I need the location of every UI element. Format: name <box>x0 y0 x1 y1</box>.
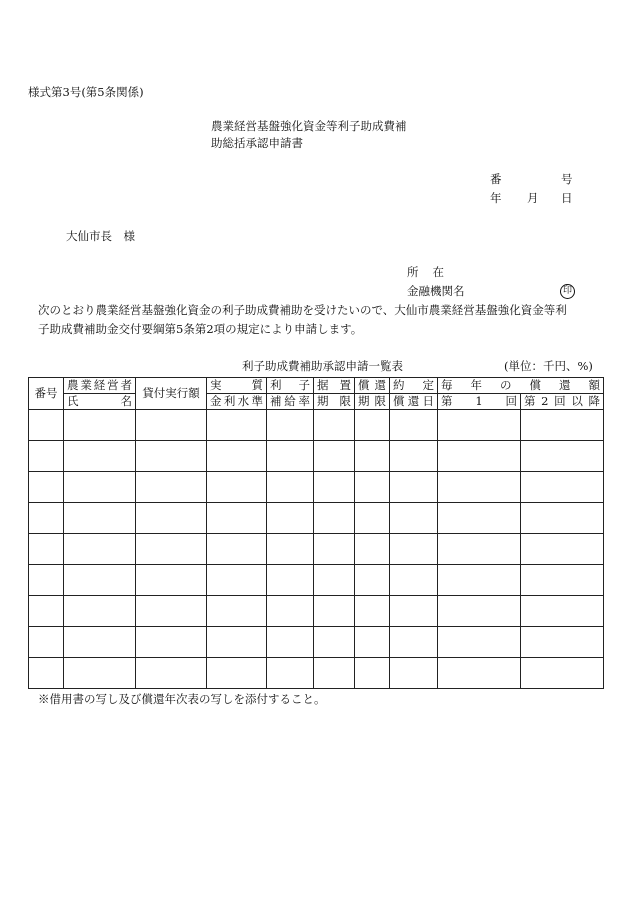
cell-farmer[interactable] <box>64 472 136 503</box>
body-text-line1: 次のとおり農業経営基盤強化資金の利子助成費補助を受けたいので、大仙市農業経営基盤強化資金等利 <box>38 303 567 317</box>
cell-farmer[interactable] <box>64 596 136 627</box>
cell-agreed[interactable] <box>390 565 438 596</box>
cell-subsidy[interactable] <box>267 596 314 627</box>
day-label: 日 <box>561 191 573 205</box>
cell-deferment[interactable] <box>314 441 355 472</box>
cell-number[interactable] <box>29 565 64 596</box>
document-title-line1: 農業経営基盤強化資金等利子助成費補 <box>211 119 407 133</box>
table-title: 利子助成費補助承認申請一覧表 <box>242 359 403 373</box>
unit-label: (単位：千円、%) <box>504 359 593 373</box>
header-number: 番号 <box>29 378 64 410</box>
cell-first[interactable] <box>438 596 521 627</box>
cell-repayment[interactable] <box>355 503 390 534</box>
cell-number[interactable] <box>29 503 64 534</box>
cell-agreed[interactable] <box>390 441 438 472</box>
cell-repayment[interactable] <box>355 410 390 441</box>
cell-repayment[interactable] <box>355 441 390 472</box>
table-row <box>29 472 604 503</box>
table-row <box>29 534 604 565</box>
cell-deferment[interactable] <box>314 565 355 596</box>
cell-number[interactable] <box>29 658 64 689</box>
cell-first[interactable] <box>438 627 521 658</box>
cell-deferment[interactable] <box>314 472 355 503</box>
body-text-line2: 子助成費補助金交付要綱第5条第2項の規定により申請します。 <box>38 322 363 336</box>
cell-farmer[interactable] <box>64 441 136 472</box>
cell-first[interactable] <box>438 441 521 472</box>
cell-subsidy[interactable] <box>267 472 314 503</box>
table-row <box>29 658 604 689</box>
cell-deferment[interactable] <box>314 627 355 658</box>
header-farmer-bottom: 氏名 <box>64 394 136 410</box>
cell-second[interactable] <box>521 441 604 472</box>
cell-second[interactable] <box>521 565 604 596</box>
cell-agreed[interactable] <box>390 410 438 441</box>
cell-rate[interactable] <box>207 565 267 596</box>
cell-repayment[interactable] <box>355 627 390 658</box>
cell-first[interactable] <box>438 658 521 689</box>
cell-repayment[interactable] <box>355 565 390 596</box>
cell-subsidy[interactable] <box>267 534 314 565</box>
cell-second[interactable] <box>521 658 604 689</box>
table-row <box>29 565 604 596</box>
cell-farmer[interactable] <box>64 658 136 689</box>
header-agreed-top: 約定 <box>390 378 438 394</box>
header-loan-amount: 貸付実行額 <box>136 378 207 410</box>
cell-farmer[interactable] <box>64 534 136 565</box>
cell-farmer[interactable] <box>64 565 136 596</box>
cell-subsidy[interactable] <box>267 658 314 689</box>
cell-loan[interactable] <box>136 410 207 441</box>
cell-rate[interactable] <box>207 534 267 565</box>
header-deferment-top: 据置 <box>314 378 355 394</box>
cell-second[interactable] <box>521 503 604 534</box>
attachment-note: ※借用書の写し及び償還年次表の写しを添付すること。 <box>38 692 326 706</box>
cell-loan[interactable] <box>136 596 207 627</box>
addressee: 大仙市長 様 <box>66 229 135 243</box>
applicant-address-label: 所在 <box>407 265 458 279</box>
table-row <box>29 410 604 441</box>
header-agreed-bottom: 償還日 <box>390 394 438 410</box>
cell-farmer[interactable] <box>64 503 136 534</box>
table-row <box>29 596 604 627</box>
number-label: 番 <box>490 172 502 186</box>
header-annual-repayment: 毎年の償還額 <box>438 378 604 394</box>
cell-rate[interactable] <box>207 410 267 441</box>
header-subsidy-bottom: 補給率 <box>267 394 314 410</box>
cell-agreed[interactable] <box>390 627 438 658</box>
cell-subsidy[interactable] <box>267 627 314 658</box>
cell-second[interactable] <box>521 596 604 627</box>
form-number-label: 様式第3号(第5条関係) <box>28 85 144 99</box>
cell-repayment[interactable] <box>355 534 390 565</box>
cell-rate[interactable] <box>207 627 267 658</box>
cell-second[interactable] <box>521 534 604 565</box>
cell-deferment[interactable] <box>314 534 355 565</box>
cell-rate[interactable] <box>207 441 267 472</box>
header-subsidy-top: 利子 <box>267 378 314 394</box>
cell-number[interactable] <box>29 534 64 565</box>
cell-second[interactable] <box>521 627 604 658</box>
cell-loan[interactable] <box>136 534 207 565</box>
cell-subsidy[interactable] <box>267 503 314 534</box>
cell-loan[interactable] <box>136 627 207 658</box>
cell-subsidy[interactable] <box>267 441 314 472</box>
cell-repayment[interactable] <box>355 472 390 503</box>
cell-loan[interactable] <box>136 565 207 596</box>
cell-repayment[interactable] <box>355 596 390 627</box>
header-repayment-bottom: 期限 <box>355 394 390 410</box>
cell-agreed[interactable] <box>390 658 438 689</box>
cell-repayment[interactable] <box>355 658 390 689</box>
header-repayment-top: 償還 <box>355 378 390 394</box>
cell-agreed[interactable] <box>390 503 438 534</box>
seal-mark: 印 <box>560 284 575 299</box>
month-label: 月 <box>527 191 539 205</box>
cell-deferment[interactable] <box>314 596 355 627</box>
table-row <box>29 503 604 534</box>
cell-rate[interactable] <box>207 658 267 689</box>
header-rate-top: 実質 <box>207 378 267 394</box>
cell-number[interactable] <box>29 472 64 503</box>
cell-agreed[interactable] <box>390 472 438 503</box>
cell-subsidy[interactable] <box>267 565 314 596</box>
cell-number[interactable] <box>29 410 64 441</box>
cell-first[interactable] <box>438 565 521 596</box>
cell-second[interactable] <box>521 472 604 503</box>
cell-second[interactable] <box>521 410 604 441</box>
cell-agreed[interactable] <box>390 534 438 565</box>
cell-number[interactable] <box>29 596 64 627</box>
cell-deferment[interactable] <box>314 658 355 689</box>
cell-loan[interactable] <box>136 503 207 534</box>
year-label: 年 <box>490 191 502 205</box>
cell-deferment[interactable] <box>314 503 355 534</box>
cell-loan[interactable] <box>136 658 207 689</box>
cell-deferment[interactable] <box>314 410 355 441</box>
table-row <box>29 441 604 472</box>
cell-rate[interactable] <box>207 472 267 503</box>
financial-institution-label: 金融機関名 <box>407 284 465 298</box>
header-rate-bottom: 金利水準 <box>207 394 267 410</box>
cell-rate[interactable] <box>207 596 267 627</box>
document-title-line2: 助総括承認申請書 <box>211 136 303 150</box>
cell-subsidy[interactable] <box>267 410 314 441</box>
number-suffix: 号 <box>561 172 573 186</box>
header-second-onward: 第2回以降 <box>521 394 604 410</box>
cell-farmer[interactable] <box>64 627 136 658</box>
header-farmer-top: 農業経営者 <box>64 378 136 394</box>
cell-farmer[interactable] <box>64 410 136 441</box>
cell-number[interactable] <box>29 627 64 658</box>
cell-agreed[interactable] <box>390 596 438 627</box>
cell-first[interactable] <box>438 534 521 565</box>
cell-rate[interactable] <box>207 503 267 534</box>
cell-first[interactable] <box>438 503 521 534</box>
header-first-repayment: 第1回 <box>438 394 521 410</box>
table-row <box>29 627 604 658</box>
header-deferment-bottom: 期限 <box>314 394 355 410</box>
cell-first[interactable] <box>438 472 521 503</box>
cell-number[interactable] <box>29 441 64 472</box>
application-list-table <box>28 377 604 689</box>
cell-first[interactable] <box>438 410 521 441</box>
cell-loan[interactable] <box>136 441 207 472</box>
cell-loan[interactable] <box>136 472 207 503</box>
